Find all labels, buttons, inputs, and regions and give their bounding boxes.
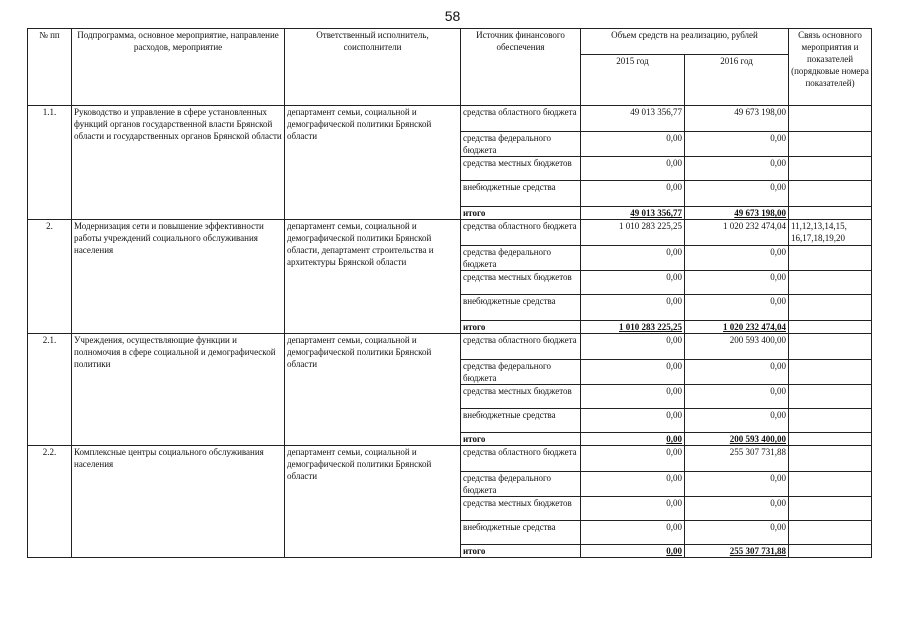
cell-2016-total: 1 020 232 474,04 [685,321,789,334]
cell-2016: 0,00 [685,521,789,545]
cell-link-empty [789,521,872,545]
table-row [28,334,872,360]
cell-link-empty [789,360,872,385]
cell-2016: 0,00 [685,472,789,497]
table-row [28,106,872,132]
cell-2016-total: 255 307 731,88 [685,545,789,558]
cell-link-empty [789,207,872,220]
cell-link-empty [789,157,872,181]
cell-source: средства местных бюджетов [461,157,581,181]
cell-link-empty [789,497,872,521]
page-number: 58 [444,8,461,24]
cell-num: 2. [28,220,72,334]
cell-2016: 0,00 [685,409,789,433]
header-year-2015: 2015 год [581,55,685,106]
cell-2015: 0,00 [581,409,685,433]
cell-link-empty [789,295,872,321]
header-link: Связь основного мероприятия и показателей (порядковые номера показателей) [789,29,872,106]
cell-2015: 0,00 [581,246,685,271]
cell-2016: 255 307 731,88 [685,446,789,472]
cell-2015: 0,00 [581,360,685,385]
cell-source-total: итого [461,545,581,558]
cell-link-empty [789,472,872,497]
cell-executor: департамент семьи, социальной и демографической политики Брянской области [285,106,461,220]
cell-source: внебюджетные средства [461,409,581,433]
cell-2015: 0,00 [581,181,685,207]
cell-2016: 0,00 [685,181,789,207]
cell-link-empty [789,321,872,334]
table-body [28,106,872,558]
cell-source: средства областного бюджета [461,446,581,472]
cell-link [789,106,872,132]
cell-2016-total: 200 593 400,00 [685,433,789,446]
cell-2015: 0,00 [581,271,685,295]
cell-2016: 49 673 198,00 [685,106,789,132]
cell-source: средства областного бюджета [461,334,581,360]
cell-source: средства местных бюджетов [461,385,581,409]
cell-2016: 200 593 400,00 [685,334,789,360]
cell-num: 1.1. [28,106,72,220]
cell-2015: 0,00 [581,334,685,360]
cell-2015: 0,00 [581,295,685,321]
cell-2015: 0,00 [581,132,685,157]
cell-link-empty [789,246,872,271]
cell-executor: департамент семьи, социальной и демографической политики Брянской области [285,446,461,558]
cell-2016: 0,00 [685,385,789,409]
cell-2016: 0,00 [685,246,789,271]
cell-source: внебюджетные средства [461,295,581,321]
cell-2016: 0,00 [685,295,789,321]
cell-2015: 49 013 356,77 [581,106,685,132]
cell-2015: 0,00 [581,446,685,472]
cell-2015: 0,00 [581,157,685,181]
cell-source-total: итого [461,207,581,220]
cell-2015-total: 49 013 356,77 [581,207,685,220]
cell-link [789,334,872,360]
table-header [28,29,872,106]
cell-source: средства федерального бюджета [461,246,581,271]
cell-2016: 0,00 [685,157,789,181]
cell-2015-total: 0,00 [581,433,685,446]
cell-program: Модернизация сети и повышение эффективности работы учреждений социального обслуживания населения [72,220,285,334]
cell-2015: 0,00 [581,497,685,521]
cell-program: Комплексные центры социального обслуживания населения [72,446,285,558]
cell-2016-total: 49 673 198,00 [685,207,789,220]
cell-source: средства местных бюджетов [461,497,581,521]
cell-source-total: итого [461,321,581,334]
cell-source: средства областного бюджета [461,220,581,246]
cell-executor: департамент семьи, социальной и демографической политики Брянской области, департамент строительства и архитектуры Брянской области [285,220,461,334]
header-source: Источник финансового обеспечения [461,29,581,106]
cell-program: Руководство и управление в сфере установленных функций органов государственной власти Брянской области и государственных органов Брянской области [72,106,285,220]
cell-2016: 0,00 [685,497,789,521]
header-volume: Объем средств на реализацию, рублей [581,29,789,55]
cell-source: средства федерального бюджета [461,472,581,497]
cell-link-empty [789,132,872,157]
cell-2016: 0,00 [685,360,789,385]
cell-link-empty [789,545,872,558]
cell-2015: 0,00 [581,521,685,545]
cell-source-total: итого [461,433,581,446]
cell-link-empty [789,271,872,295]
cell-link-empty [789,385,872,409]
header-num: № пп [28,29,72,106]
cell-source: внебюджетные средства [461,181,581,207]
cell-2016: 0,00 [685,132,789,157]
cell-source: средства федерального бюджета [461,132,581,157]
cell-2015-total: 1 010 283 225,25 [581,321,685,334]
cell-program: Учреждения, осуществляющие функции и полномочия в сфере социальной и демографической политики [72,334,285,446]
cell-source: средства федерального бюджета [461,360,581,385]
cell-link [789,446,872,472]
budget-table [27,28,872,558]
cell-2015: 0,00 [581,472,685,497]
table-row [28,446,872,472]
cell-link-empty [789,409,872,433]
cell-2016: 1 020 232 474,04 [685,220,789,246]
header-executor: Ответственный исполнитель, соисполнители [285,29,461,106]
cell-source: средства местных бюджетов [461,271,581,295]
cell-2015: 1 010 283 225,25 [581,220,685,246]
cell-2015: 0,00 [581,385,685,409]
header-year-2016: 2016 год [685,55,789,106]
cell-executor: департамент семьи, социальной и демографической политики Брянской области [285,334,461,446]
header-program: Подпрограмма, основное мероприятие, направление расходов, мероприятие [72,29,285,106]
cell-num: 2.1. [28,334,72,446]
cell-source: средства областного бюджета [461,106,581,132]
cell-2016: 0,00 [685,271,789,295]
cell-2015-total: 0,00 [581,545,685,558]
cell-link-empty [789,433,872,446]
table-row [28,220,872,246]
cell-source: внебюджетные средства [461,521,581,545]
cell-num: 2.2. [28,446,72,558]
cell-link: 11,12,13,14,15, 16,17,18,19,20 [789,220,872,246]
cell-link-empty [789,181,872,207]
